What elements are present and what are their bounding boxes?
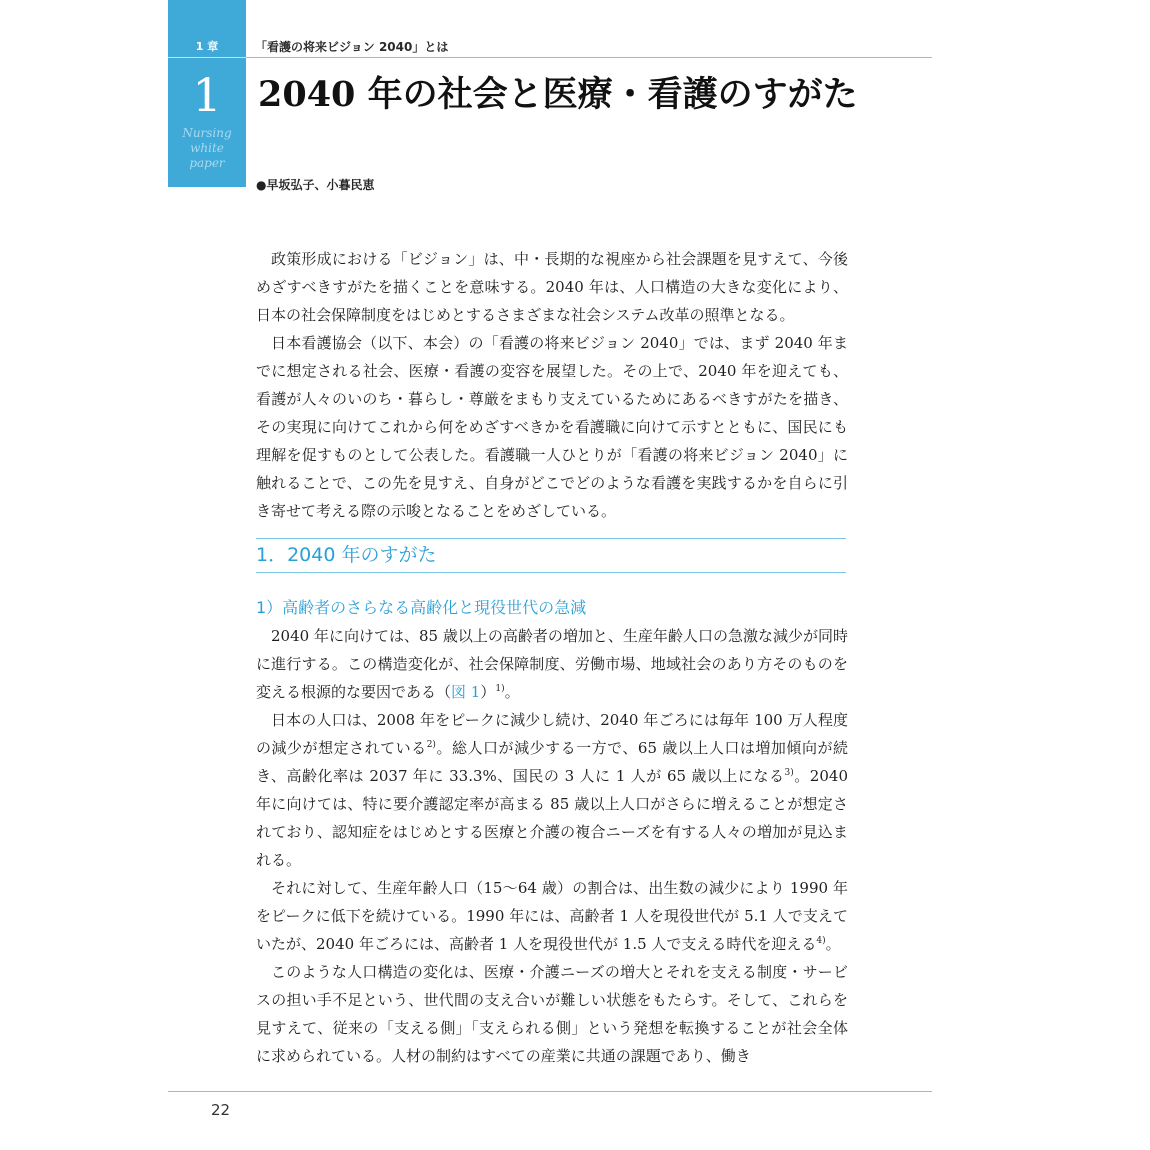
footer-rule — [168, 1091, 932, 1092]
citation: 1) — [495, 684, 505, 694]
paragraph: 政策形成における「ビジョン」は、中・長期的な視座から社会課題を見すえて、今後めざすべきすがたを描くことを意味する。2040 年は、人口構造の大きな変化により、日本の社会保障制度をはじめとするさまざまな社会システム改革の照準となる。 — [256, 250, 848, 324]
tab-divider — [168, 57, 246, 58]
paragraph — [256, 706, 848, 874]
text-run: 。 — [825, 935, 841, 953]
text-run: 2040 年に向けては、85 歳以上の高齢者の増加と、生産年齢人口の急激な減少が同時に進行する。この構造変化が、社会保障制度、労働市場、地域社会のあり方そのものを変える根源的な要因である（ — [256, 627, 848, 701]
authors: ●早坂弘子、小暮民恵 — [256, 178, 375, 192]
citation: 3) — [784, 768, 794, 778]
text-run: 。2040 年に向けては、特に要介護認定率が高まる 85 歳以上人口がさらに増えることが想定されており、認知症をはじめとする医療と介護の複合ニーズを有する人々の増加が見込まれる。 — [256, 767, 848, 869]
section-body — [256, 622, 848, 1070]
figure-reference[interactable]: 図 1 — [451, 683, 481, 701]
watermark-line: paper — [189, 156, 225, 170]
citation: 4) — [816, 936, 826, 946]
header-rule — [246, 57, 932, 58]
chapter-number: 1 — [192, 68, 222, 122]
page-title: 2040 年の社会と医療・看護のすがた — [258, 74, 858, 115]
paragraph — [256, 874, 848, 958]
lead-text — [256, 245, 848, 525]
text-run: 。 — [504, 683, 520, 701]
paragraph: 2040 年に向けては、85 歳以上の高齢者の増加と、生産年齢人口の急激な減少が同時に進行する。この構造変化が、社会保障制度、労働市場、地域社会のあり方そのものを変える根源的な要因である（図 1）$^{1)}$。 — [256, 627, 848, 701]
page-number: 22 — [211, 1101, 231, 1119]
watermark-line: Nursing — [182, 126, 232, 140]
section-heading: 1．2040 年のすがた — [256, 538, 846, 573]
chapter-tab — [168, 0, 246, 187]
subsection-heading: 1）高齢者のさらなる高齢化と現役世代の急減 — [256, 598, 587, 617]
running-head: 「看護の将来ビジョン 2040」とは — [255, 40, 449, 54]
paragraph: 日本看護協会（以下、本会）の「看護の将来ビジョン 2040」では、まず 2040 年までに想定される社会、医療・看護の変容を展望した。その上で、2040 年を迎えても、看護が人々のいのち・暮らし・尊厳をまもり支えているためにあるべきすがたを描き、その実現に向けてこれから何をめざすべきかを看護職に向けて示すとともに、国民にも理解を促すものとして公表した。看護職一人ひとりが「看護の将来ビジョン 2040」に触れることで、この先を見すえ、自身がどこでどのような看護を実践するかを自らに引き寄せて考える際の示唆となることをめざしている。 — [256, 334, 848, 520]
text-run: それに対して、生産年齢人口（15～64 歳）の割合は、出生数の減少により 1990 年をピークに低下を続けている。1990 年には、高齢者 1 人を現役世代が 5.1 人で支えていたが、2040 年ごろには、高齢者 1 人を現役世代が 1.5 人で支える時代を迎える — [256, 879, 848, 953]
text-run: 。総人口が減少する一方で、65 歳以上人口は増加傾向が続き、高齢化率は 2037 年に 33.3%、国民の 3 人に 1 人が 65 歳以上になる — [256, 739, 848, 785]
text-run: 日本の人口は、2008 年をピークに減少し続け、2040 年ごろには毎年 100 万人程度の減少が想定されている — [256, 711, 848, 757]
tab-watermark — [172, 126, 242, 171]
citation: 2) — [426, 740, 436, 750]
chapter-label: 1 章 — [195, 40, 219, 53]
paragraph: このような人口構造の変化は、医療・介護ニーズの増大とそれを支える制度・サービスの担い手不足という、世代間の支え合いが難しい状態をもたらす。そして、これらを見すえて、従来の「支える側」「支えられる側」という発想を転換することが社会全体に求められている。人材の制約はすべての産業に共通の課題であり、働き — [256, 963, 848, 1065]
watermark-line: white — [190, 141, 224, 155]
